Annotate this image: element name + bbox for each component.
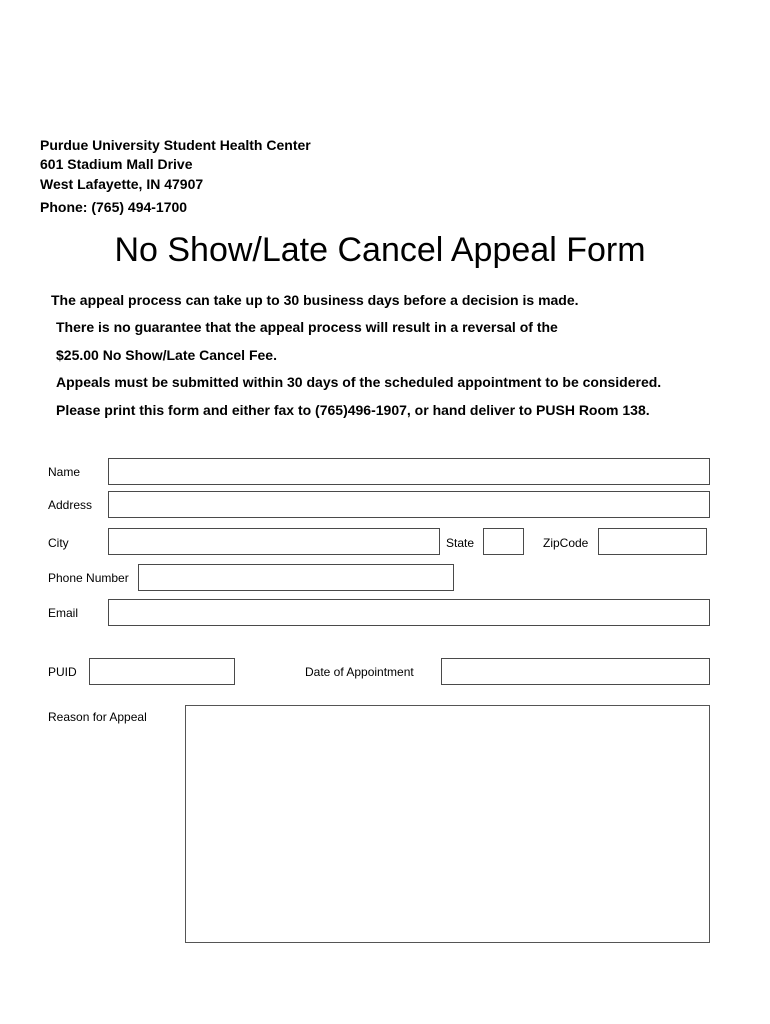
appointment-date-label: Date of Appointment [305, 665, 414, 679]
city-field[interactable] [108, 528, 440, 555]
state-field[interactable] [483, 528, 524, 555]
email-label: Email [48, 606, 79, 620]
notice-fee: $25.00 No Show/Late Cancel Fee. [56, 347, 277, 363]
reason-field[interactable] [185, 705, 710, 943]
zip-field[interactable] [598, 528, 707, 555]
reason-label: Reason for Appeal [48, 710, 147, 724]
form-title: No Show/Late Cancel Appeal Form [114, 231, 646, 269]
name-field[interactable] [108, 458, 710, 485]
name-label: Name [48, 465, 81, 479]
appointment-date-field[interactable] [441, 658, 710, 685]
puid-label: PUID [48, 665, 77, 679]
phone-field[interactable] [138, 564, 454, 591]
state-label: State [446, 536, 475, 550]
street-address: 601 Stadium Mall Drive [40, 156, 193, 172]
phone-label: Phone Number [48, 571, 129, 585]
city-state-zip: West Lafayette, IN 47907 [40, 176, 204, 192]
address-label: Address [48, 498, 93, 512]
notice-submission: Please print this form and either fax to (765)496-1907, or hand deliver to PUSH Room 138. [56, 402, 650, 418]
city-label: City [48, 536, 69, 550]
puid-field[interactable] [89, 658, 235, 685]
address-field[interactable] [108, 491, 710, 518]
notice-no-guarantee: There is no guarantee that the appeal process will result in a reversal of the [56, 319, 558, 335]
notice-processing-time: The appeal process can take up to 30 business days before a decision is made. [51, 292, 579, 308]
phone-number: Phone: (765) 494-1700 [40, 199, 188, 215]
org-name: Purdue University Student Health Center [40, 137, 311, 153]
email-field[interactable] [108, 599, 710, 626]
zip-label: ZipCode [543, 536, 589, 550]
notice-deadline: Appeals must be submitted within 30 days of the scheduled appointment to be considered. [56, 374, 662, 390]
